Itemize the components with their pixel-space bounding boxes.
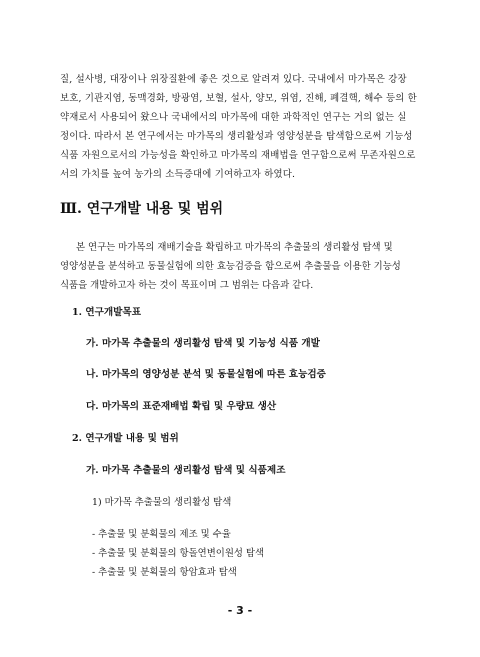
subsection-scope-heading: 2. 연구개발 내용 및 범위 — [72, 433, 179, 444]
goal-item: 다. 마가목의 표준재배법 확립 및 우량묘 생산 — [86, 401, 277, 412]
bullet-item: - 추출물 및 분획물의 항암효과 탐색 — [92, 567, 237, 578]
page-number: - 3 - — [227, 604, 253, 617]
goal-item: 나. 마가목의 영양성분 분석 및 동물실험에 따른 효능검증 — [86, 369, 326, 380]
section-heading: Ⅲ. 연구개발 내용 및 범위 — [60, 201, 224, 217]
intro-paragraph — [60, 70, 425, 184]
intro-line: 약재로서 사용되어 왔으나 국내에서의 마가목에 대한 과학적인 연구는 거의 없는 실 — [60, 112, 407, 123]
scope-line: 본 연구는 마가목의 재배기술을 확립하고 마가목의 추출물의 생리활성 탐색 및 — [76, 242, 393, 253]
intro-line: 식품 자원으로서의 가능성을 확인하고 마가목의 재배법을 연구함으로써 무존자원으로 — [60, 150, 416, 161]
intro-line: 서의 가치를 높여 농가의 소득증대에 기여하고자 하였다. — [60, 169, 296, 180]
scope-line: 식품을 개발하고자 하는 것이 목표이며 그 범위는 다음과 같다. — [60, 280, 314, 291]
intro-line: 정이다. 따라서 본 연구에서는 마가목의 생리활성과 영양성분을 탐색함으로써 기능성 — [60, 131, 413, 142]
scope-line: 영양성분을 분석하고 동물실험에 의한 효능검증을 함으로써 추출물을 이용한 기능성 — [60, 261, 401, 272]
scope-paragraph — [60, 238, 430, 295]
subsection-goals-heading: 1. 연구개발목표 — [72, 307, 141, 318]
bullet-item: - 추출물 및 분획물의 제조 및 수율 — [92, 529, 231, 540]
intro-line: 질, 설사병, 대장이나 위장질환에 좋은 것으로 알려져 있다. 국내에서 마가목은 강장 — [60, 74, 407, 85]
scope-item-heading: 가. 마가목 추출물의 생리활성 탐색 및 식품제조 — [86, 465, 286, 476]
scope-subitem: 1) 마가목 추출물의 생리활성 탐색 — [92, 497, 232, 508]
intro-line: 보호, 기관지염, 동맥경화, 방광염, 보혈, 설사, 양모, 위염, 진해, 폐결핵, 해수 등의 한 — [60, 93, 417, 104]
bullet-item: - 추출물 및 분획물의 항돌연변이원성 탐색 — [92, 548, 265, 559]
goal-item: 가. 마가목 추출물의 생리활성 탐색 및 기능성 식품 개발 — [86, 338, 320, 349]
